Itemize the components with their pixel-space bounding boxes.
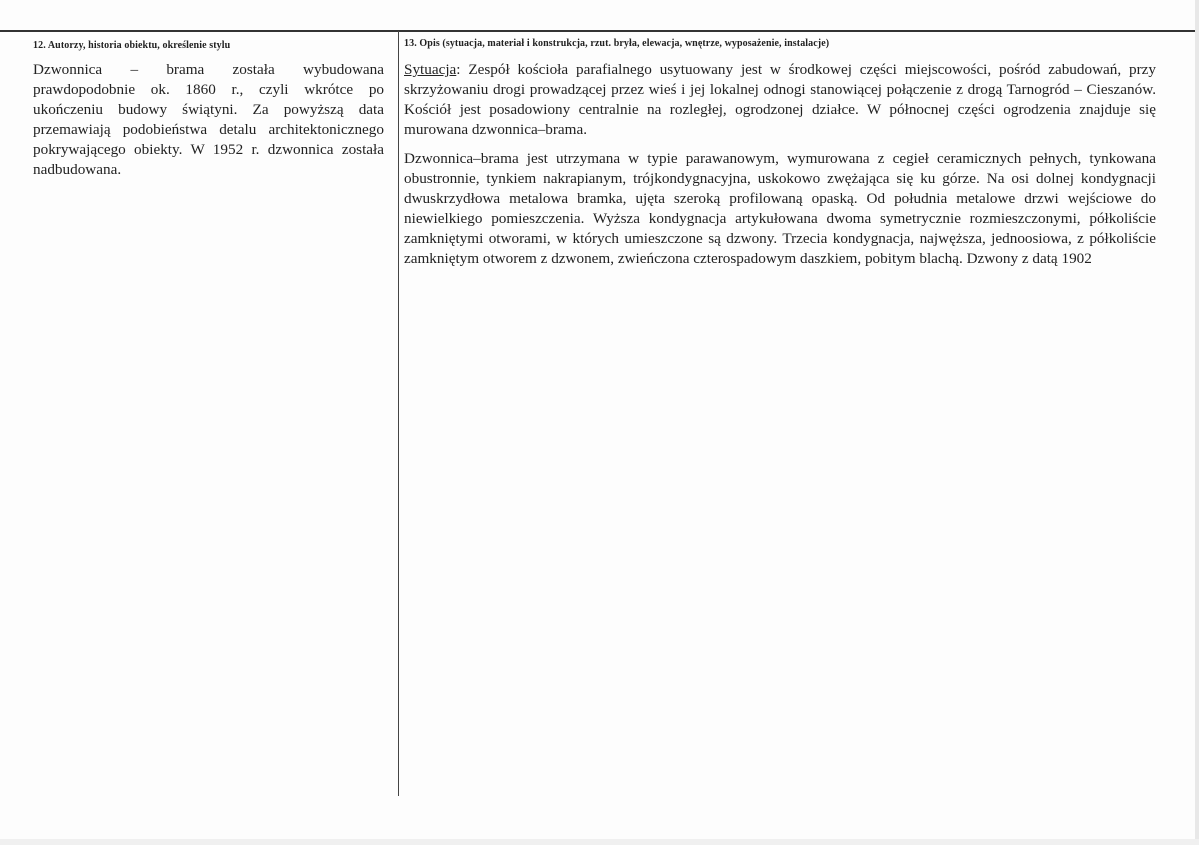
page-edge-bottom [0,839,1199,845]
section-13-heading: 13. Opis (sytuacja, materiał i konstrukcja, rzut. bryła, elewacja, wnętrze, wyposażenie, instalacje) [404,38,830,49]
page-edge-right [1195,0,1199,845]
history-paragraph: Dzwonnica – brama została wybudowana prawdopodobnie ok. 1860 r., czyli wkrótce po ukończeniu budowy świątyni. Za powyższą data przemawiają podobieństwa detalu architektonicznego pokrywającego obiekty. W 1952 r. dzwonnica została nadbudowana. [33,61,384,178]
situation-paragraph [404,60,1156,140]
situation-text: : Zespół kościoła parafialnego usytuowany jest w środkowej części miejscowości, pośród zabudowań, przy skrzyżowaniu drogi prowadzącej przez wieś i jej lokalnej odnogi stanowiącej połączenie z drogą Tarnogród – Cieszanów. Kościół jest posadowiony centralnie na rozległej, ogrodzonej działce. W północnej części ogrodzenia znajduje się murowana dzwonnica–brama. [404,61,1156,138]
top-border-line [0,30,1199,32]
section-12-heading: 12. Autorzy, historia obiektu, określenie stylu [33,40,231,51]
situation-label: Sytuacja [404,61,457,78]
section-13-body [404,60,1156,278]
section-12-body [33,60,384,180]
column-divider [398,31,399,796]
description-paragraph: Dzwonnica–brama jest utrzymana w typie parawanowym, wymurowana z cegieł ceramicznych pełnych, tynkowana obustronnie, tynkiem nakrapianym, trójkondygnacyjna, uskokowo zwężająca się ku górze. Na osi dolnej kondygnacji dwuskrzydłowa metalowa bramka, ujęta szeroką profilowaną opaską. Od południa metalowe drzwi wejściowe do niewielkiego pomieszczenia. Wyższa kondygnacja artykułowana dwoma symetrycznie rozmieszczonymi, półkoliście zamkniętymi otworami, w których umieszczone są dzwony. Trzecia kondygnacja, najwęższa, jednoosiowa, z półkoliście zamkniętym otworem z dzwonem, zwieńczona czterospadowym daszkiem, pobitym blachą. Dzwony z datą 1902 [404,150,1156,267]
